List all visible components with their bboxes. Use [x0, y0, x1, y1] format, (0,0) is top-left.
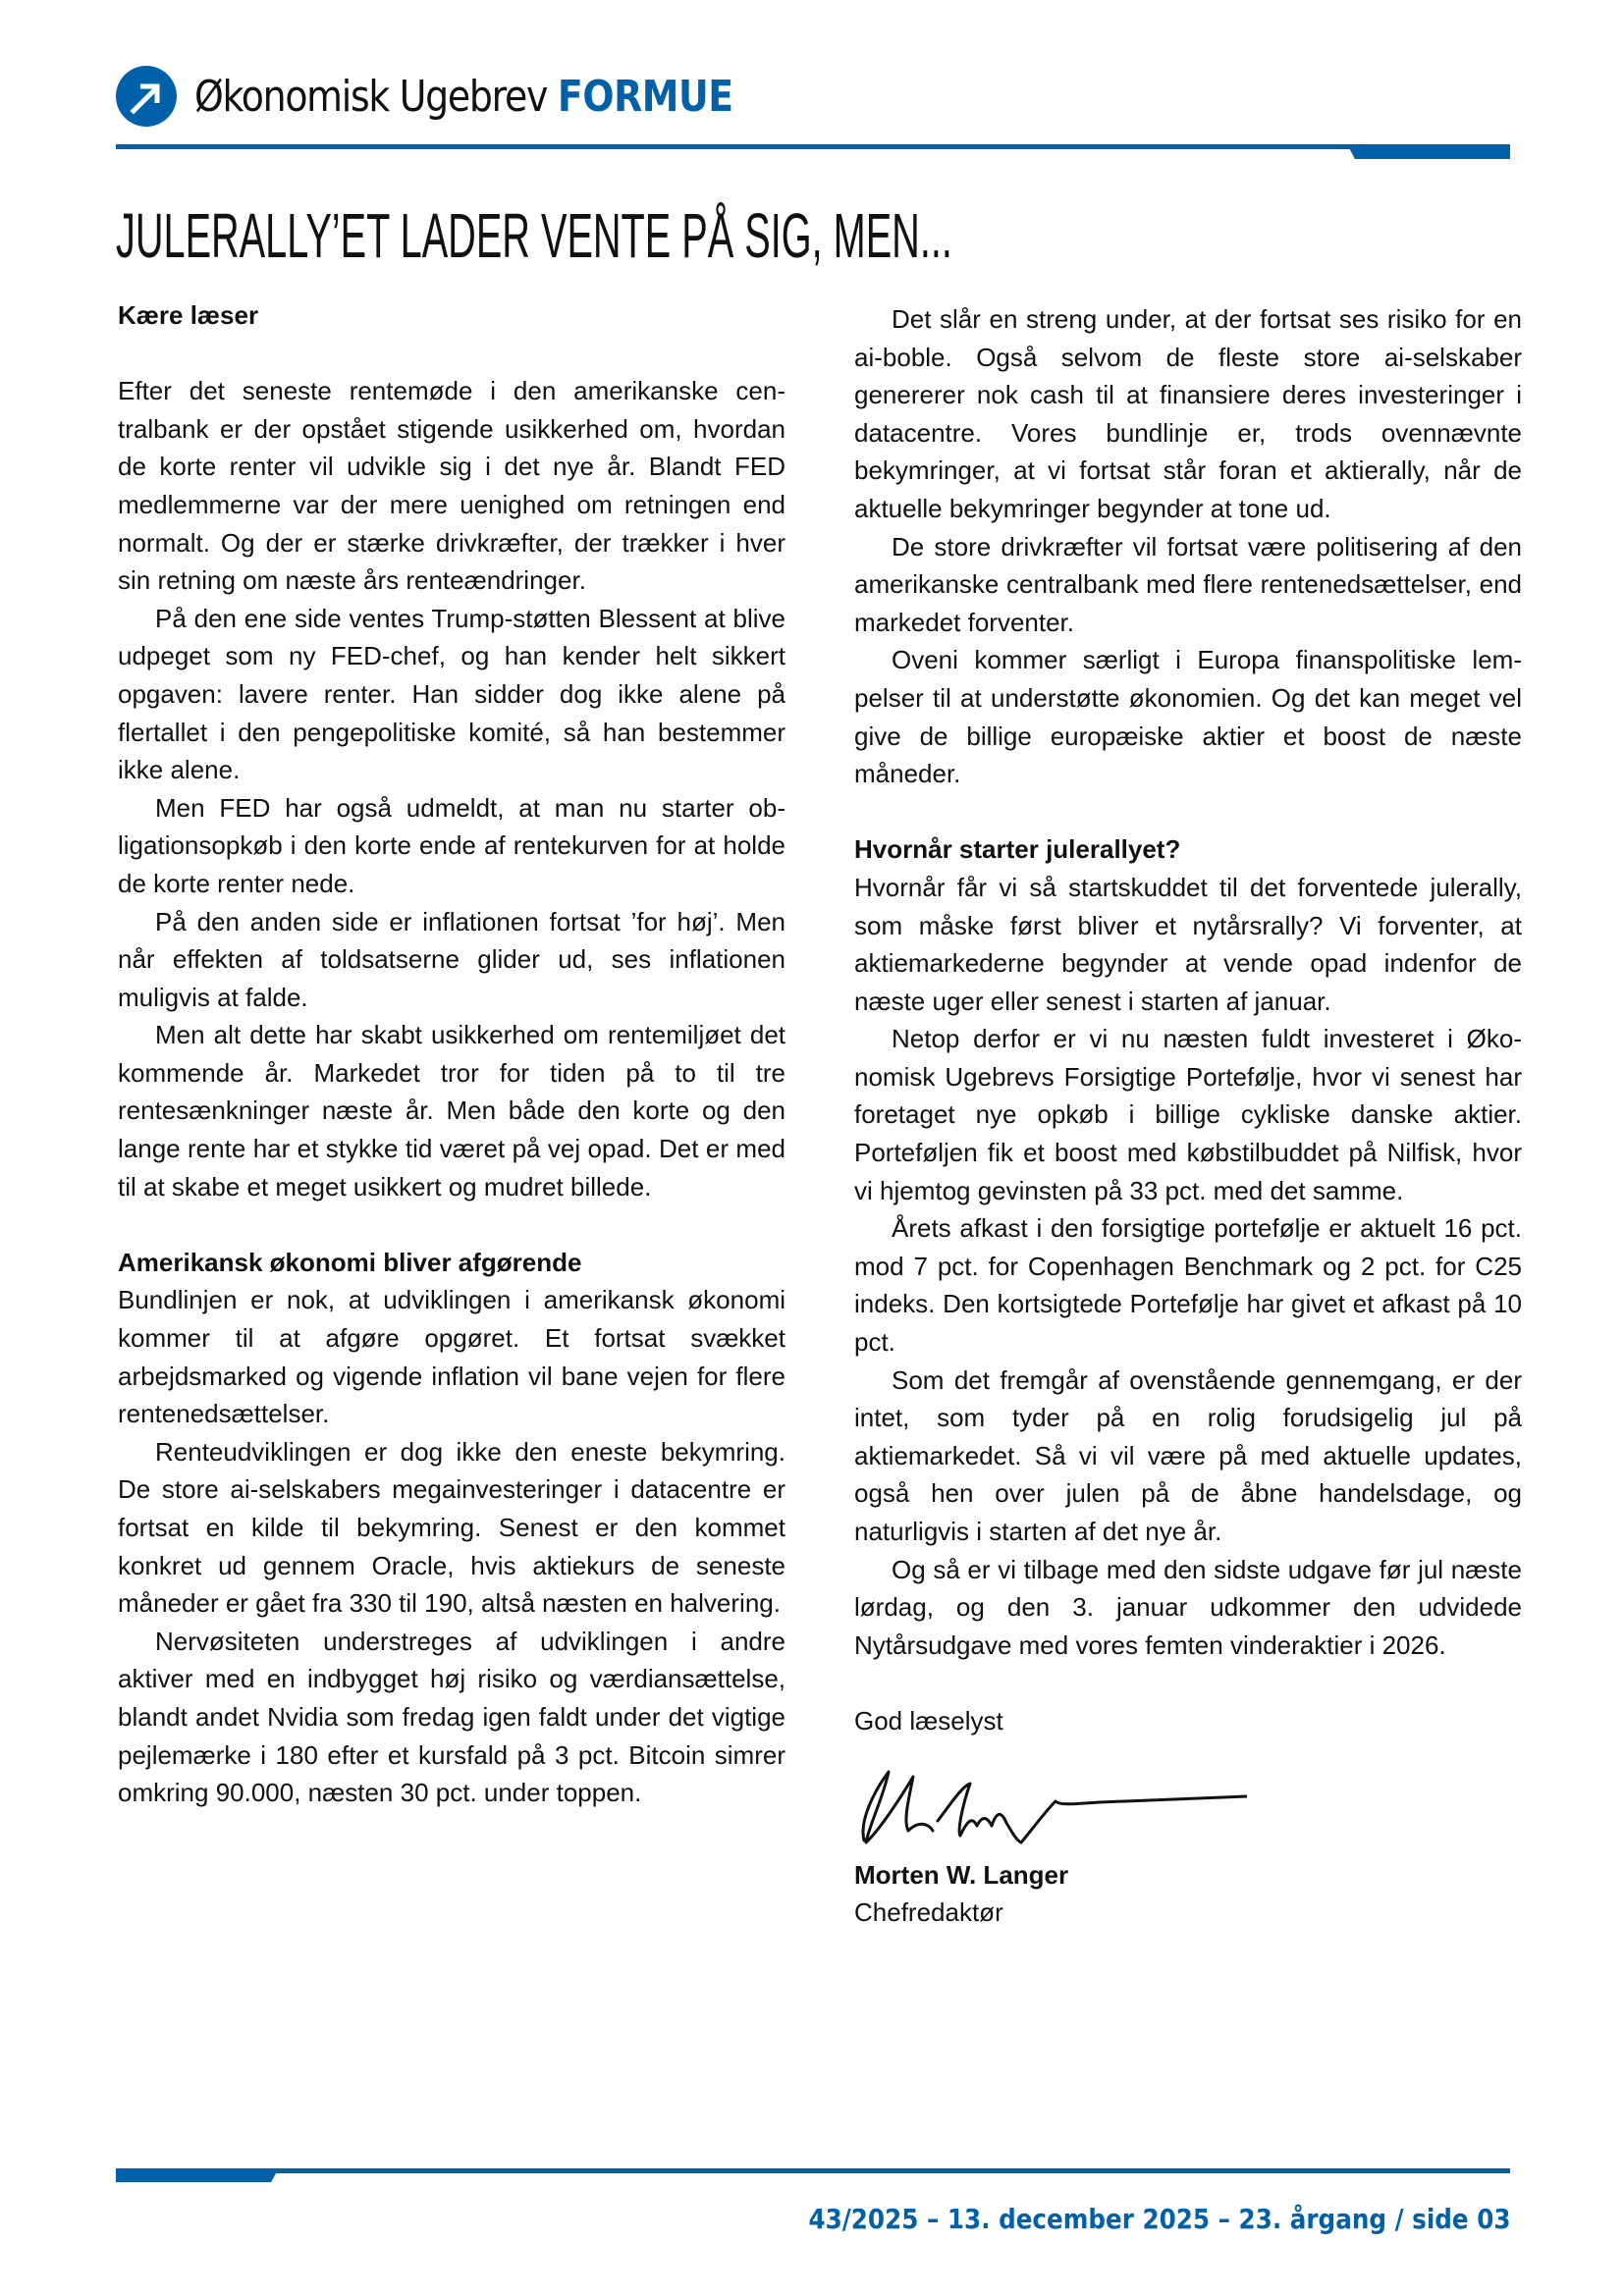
- salutation: Kære læser: [118, 300, 259, 330]
- spacer: [854, 793, 1522, 831]
- brand-title: [194, 72, 733, 122]
- body-paragraph: De store drivkræfter vil fortsat være politisering af den amerikanske centralbank med flere rentenedsættelser, end markedet forventer.: [854, 531, 1522, 637]
- spacer: [854, 1664, 1522, 1702]
- headline: JULERALLY’ET LADER VENTE PÅ SIG, MEN...: [116, 200, 952, 271]
- body-paragraph: På den anden side er inflationen fortsat ’for høj’. Men når effekten af toldsatserne glider ud, ses inflationen muligvis at falde.: [118, 906, 785, 1012]
- body-paragraph: Hvornår får vi så startskuddet til det forventede julerally, som måske først bliver et nytårsrally? Vi forventer, at aktiemarkederne begynder at vende opad indenfor de næste uger eller senest i starten af januar.: [854, 872, 1522, 1016]
- body-paragraph: Oveni kommer særligt i Europa finanspolitiske lempelser til at understøtte økonomien. Og det kan meget vel give de billige europæiske aktier et boost de næste måneder.: [854, 645, 1522, 789]
- body-paragraph: Det slår en streng under, at der fortsat ses risiko for en ai-boble. Også selvom de fleste store ai-selskaber genererer nok cash til at finansiere deres investeringer i datacentre. Vores bundlinje er, trods ovennævnte bekymringer, at vi fortsat står foran et aktierally, når de aktuelle bekymringer begynder at tone ud.: [854, 304, 1522, 523]
- issue-line: 43/2025 – 13. december 2025 – 23. årgang / side 03: [808, 2203, 1510, 2235]
- body-paragraph: Men FED har også udmeldt, at man nu starter obligationsopkøb i den korte ende af rentekurven for at holde de korte renter nede.: [118, 792, 785, 898]
- author-title: Chefredaktør: [854, 1897, 1003, 1928]
- body-paragraph: Renteudviklingen er dog ikke den eneste bekymring. De store ai-selskabers megainvesteringer i datacentre er fortsat en kilde til bekymring. Senest er den kommet konkret ud gennem Oracle, hvis aktiekurs de seneste måneder er gået fra 330 til 190, altså næsten en halvering.: [118, 1436, 785, 1619]
- spacer: [118, 1205, 785, 1244]
- body-paragraph: Nervøsiteten understreges af udviklingen i andre aktiver med en indbygget høj risiko og værdiansættelse, blandt andet Nvidia som fredag igen faldt under det vigtige pejlemærke i 180 efter et kursfald på 3 pct. Bitcoin simrer omkring 90.000, næsten 30 pct. under toppen.: [118, 1626, 785, 1808]
- brand-name: Økonomisk Ugebrev: [194, 71, 548, 122]
- body-paragraph: Men alt dette har skabt usikkerhed om rentemiljøet det kommende år. Markedet tror for tiden på to til tre rentesænkninger næste år. Men både den korte og den lange rente har et stykke tid været på vej opad. Det er med til at skabe et meget usikkert og mudret billede.: [118, 1020, 785, 1201]
- body-paragraph: Og så er vi tilbage med den sidste udgave før jul næste lørdag, og den 3. januar udkommer den udvidede Nytårsudgave med vores femten vinderaktier i 2026.: [854, 1554, 1522, 1660]
- body-paragraph: Netop derfor er vi nu næsten fuldt investeret i Økonomisk Ugebrevs Forsigtige Portefølje, hvor vi senest har foretaget nye opkøb i billige cykliske danske aktier. Porteføljen fik et boost med købstilbuddet på Nilfisk, hvor vi hjemtog gevinsten på 33 pct. med det samme.: [854, 1024, 1522, 1205]
- left-column: [118, 296, 785, 1812]
- brand-section: FORMUE: [557, 71, 733, 122]
- author-name: Morten W. Langer: [854, 1859, 1069, 1890]
- footer-rule-tab: [116, 2168, 279, 2182]
- body-paragraph: På den ene side ventes Trump-støtten Blessent at blive udpeget som ny FED-chef, og han kender helt sikkert opgaven: lavere renter. Han sidder dog ikke alene på flertallet i den pengepolitiske komité, så han bestemmer ikke alene.: [118, 603, 785, 785]
- arrow-up-right-icon: [116, 66, 177, 127]
- masthead: [116, 61, 821, 132]
- section-heading: Hvornår starter julerallyet?: [854, 834, 1181, 865]
- section-heading: Amerikansk økonomi bliver afgørende: [118, 1247, 582, 1277]
- header-rule-tab: [1347, 144, 1510, 159]
- signature-icon: [854, 1762, 1247, 1850]
- right-column: [854, 300, 1522, 1932]
- header-rule: [116, 144, 1510, 149]
- body-paragraph: Bundlinjen er nok, at udviklingen i amerikansk økonomi kommer til at afgøre opgøret. Et fortsat svækket arbejdsmarked og vigende inflation vil bane vejen for flere rentenedsættelser.: [118, 1285, 785, 1429]
- footer-rule: [116, 2168, 1510, 2173]
- body-paragraph: Som det fremgår af ovenstående gennemgang, er der intet, som tyder på en rolig forudsigelig jul på aktiemarkedet. Så vi vil være på med aktuelle updates, også hen over julen på de åbne handelsdage, og naturligvis i starten af det nye år.: [854, 1364, 1522, 1546]
- closing-line: God læselyst: [854, 1705, 1003, 1735]
- body-paragraph: Efter det seneste rentemøde i den amerikanske centralbank er der opstået stigende usikkerhed om, hvordan de korte renter vil udvikle sig i det nye år. Blandt FED medlemmerne var der mere uenighed om retningen end normalt. Og der er stærke drivkræfter, der trækker i hver sin retning om næste års renteændringer.: [118, 376, 785, 596]
- spacer: [118, 335, 785, 373]
- body-paragraph: Årets afkast i den forsigtige portefølje er aktuelt 16 pct. mod 7 pct. for Copenhagen Benchmark og 2 pct. for C25 indeks. Den kortsigtede Portefølje har givet et afkast på 10 pct.: [854, 1213, 1522, 1358]
